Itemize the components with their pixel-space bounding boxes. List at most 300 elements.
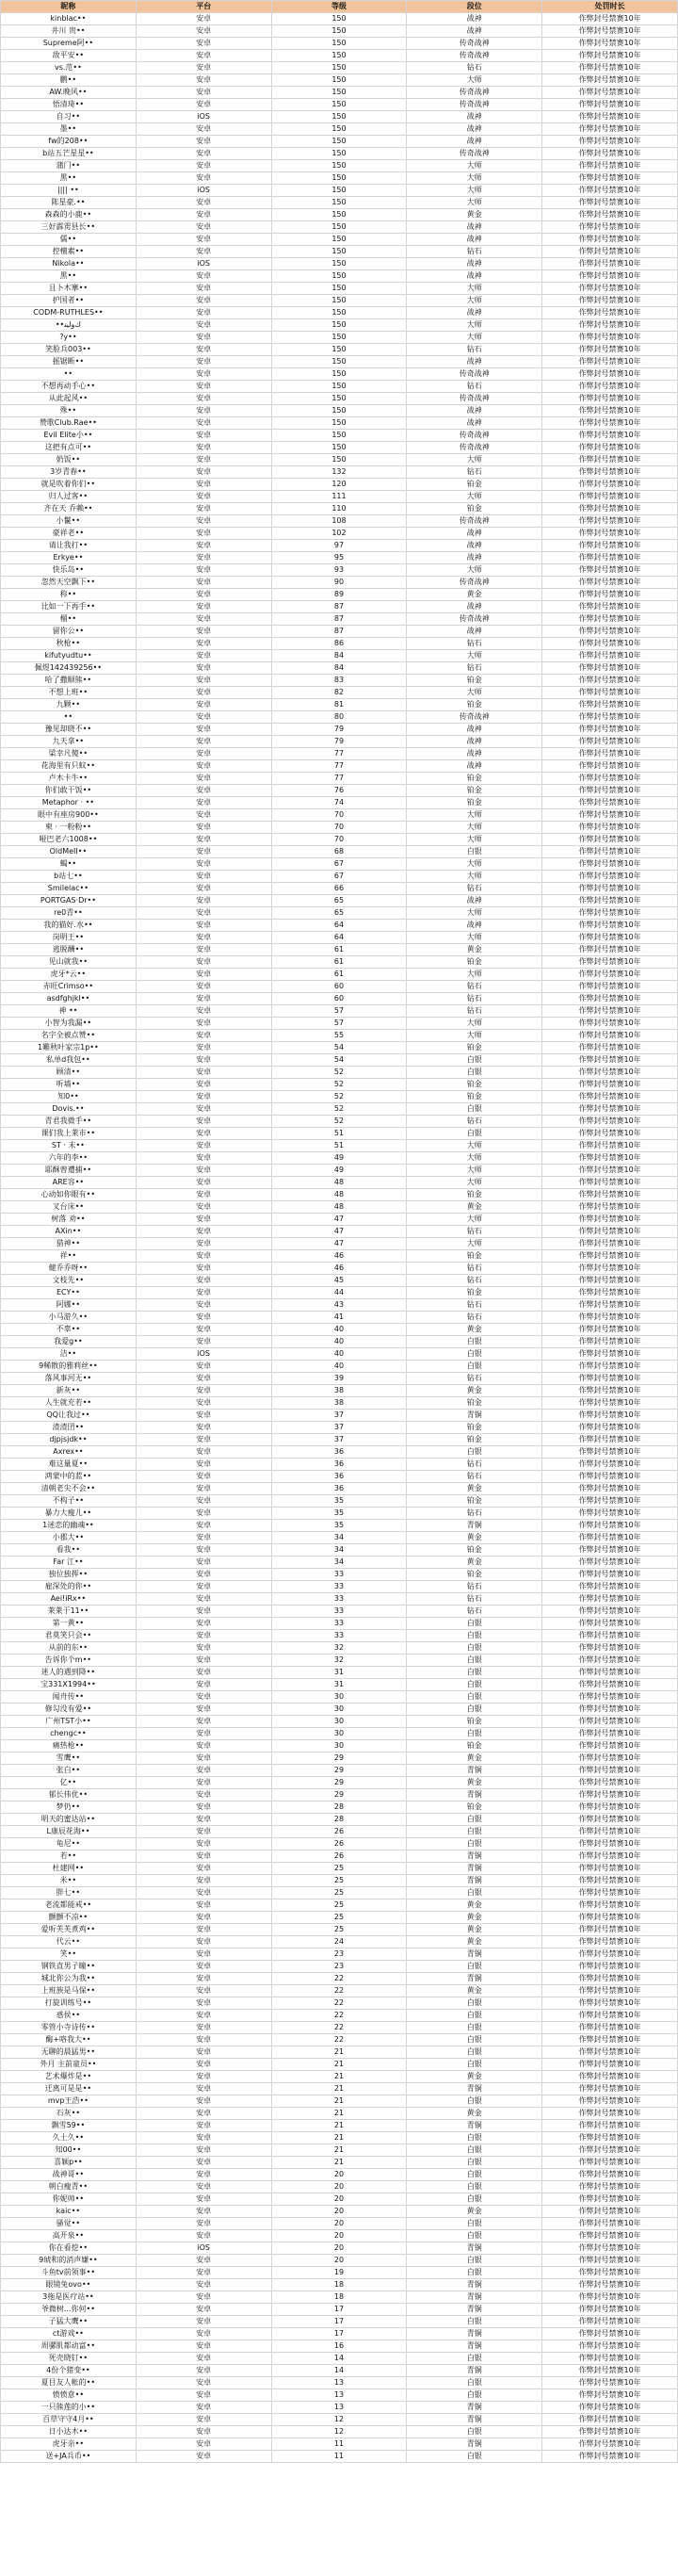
cell-penalty: 作弊封号禁赛10年 — [542, 1655, 678, 1667]
cell-nickname: 新灰•• — [1, 1385, 137, 1397]
cell-nickname: ct游戏•• — [1, 2328, 137, 2340]
cell-rank: 白银 — [407, 1814, 542, 1826]
cell-penalty: 作弊封号禁赛10年 — [542, 319, 678, 332]
cell-nickname: 痛热枪•• — [1, 1740, 137, 1753]
table-row — [1, 528, 678, 540]
table-row — [1, 442, 678, 454]
cell-nickname: 青君我微手•• — [1, 1116, 137, 1128]
cell-platform: 安卓 — [136, 393, 271, 405]
cell-penalty: 作弊封号禁赛10年 — [542, 136, 678, 148]
cell-platform: 安卓 — [136, 1875, 271, 1887]
cell-level: 20 — [271, 2255, 407, 2267]
cell-platform: 安卓 — [136, 1483, 271, 1495]
cell-penalty: 作弊封号禁赛10年 — [542, 1753, 678, 1765]
cell-penalty: 作弊封号禁赛10年 — [542, 99, 678, 111]
table-row — [1, 2071, 678, 2083]
cell-penalty: 作弊封号禁赛10年 — [542, 1263, 678, 1275]
cell-platform: 安卓 — [136, 1373, 271, 1385]
cell-nickname: 看我•• — [1, 1544, 137, 1557]
cell-nickname: chengc•• — [1, 1728, 137, 1740]
table-row — [1, 1446, 678, 1459]
cell-platform: 安卓 — [136, 62, 271, 74]
cell-level: 14 — [271, 2365, 407, 2377]
cell-penalty: 作弊封号禁赛10年 — [542, 307, 678, 319]
cell-rank: 大师 — [407, 1140, 542, 1152]
cell-platform: 安卓 — [136, 1618, 271, 1630]
table-row — [1, 760, 678, 773]
cell-level: 11 — [271, 2451, 407, 2463]
table-row — [1, 1936, 678, 1948]
header-platform: 平台 — [136, 1, 271, 13]
cell-level: 87 — [271, 626, 407, 638]
cell-level: 37 — [271, 1434, 407, 1446]
cell-penalty: 作弊封号禁赛10年 — [542, 1018, 678, 1030]
cell-rank: 青铜 — [407, 1973, 542, 1985]
cell-level: 47 — [271, 1226, 407, 1238]
cell-penalty: 作弊封号禁赛10年 — [542, 1985, 678, 1997]
cell-level: 13 — [271, 2402, 407, 2414]
cell-nickname: OldMeII•• — [1, 846, 137, 858]
cell-rank: 白银 — [407, 1679, 542, 1691]
cell-rank: 传奇战神 — [407, 430, 542, 442]
cell-nickname: 老流都能戒•• — [1, 1899, 137, 1912]
table-row — [1, 2144, 678, 2157]
cell-level: 21 — [271, 2046, 407, 2059]
cell-platform: 安卓 — [136, 2193, 271, 2206]
cell-level: 150 — [271, 74, 407, 87]
cell-penalty: 作弊封号禁赛10年 — [542, 1091, 678, 1103]
cell-level: 41 — [271, 1312, 407, 1324]
cell-nickname: 哈了撒顺熊•• — [1, 675, 137, 687]
cell-rank: 青铜 — [407, 2291, 542, 2304]
cell-nickname: 子猛大鹰•• — [1, 2316, 137, 2328]
cell-penalty: 作弊封号禁赛10年 — [542, 1642, 678, 1655]
table-row — [1, 1385, 678, 1397]
cell-platform: 安卓 — [136, 613, 271, 626]
cell-rank: 黄金 — [407, 1912, 542, 1924]
cell-nickname: 就是吹着你们•• — [1, 479, 137, 491]
cell-rank: 白银 — [407, 1103, 542, 1116]
cell-penalty: 作弊封号禁赛10年 — [542, 2279, 678, 2291]
table-row — [1, 1079, 678, 1091]
cell-penalty: 作弊封号禁赛10年 — [542, 1948, 678, 1961]
cell-nickname: Axrex•• — [1, 1446, 137, 1459]
table-row — [1, 50, 678, 62]
cell-rank: 大师 — [407, 1030, 542, 1042]
cell-level: 86 — [271, 638, 407, 650]
cell-nickname: 高开泉•• — [1, 2230, 137, 2242]
cell-platform: 安卓 — [136, 1728, 271, 1740]
cell-platform: 安卓 — [136, 1116, 271, 1128]
cell-penalty: 作弊封号禁赛10年 — [542, 2451, 678, 2463]
cell-nickname: 颤颤不凉•• — [1, 1912, 137, 1924]
cell-nickname: 夏目友人帐的•• — [1, 2377, 137, 2389]
cell-platform: 安卓 — [136, 197, 271, 209]
cell-rank: 钻石 — [407, 1263, 542, 1275]
cell-platform: 安卓 — [136, 123, 271, 136]
cell-penalty: 作弊封号禁赛10年 — [542, 503, 678, 515]
cell-nickname: 黑•• — [1, 270, 137, 283]
cell-nickname: Far 江•• — [1, 1557, 137, 1569]
cell-nickname: 课们我上莱市•• — [1, 1128, 137, 1140]
cell-level: 21 — [271, 2071, 407, 2083]
cell-level: 150 — [271, 50, 407, 62]
cell-penalty: 作弊封号禁赛10年 — [542, 332, 678, 344]
cell-level: 21 — [271, 2132, 407, 2144]
cell-level: 33 — [271, 1606, 407, 1618]
table-row — [1, 1691, 678, 1704]
cell-nickname: 殊•• — [1, 405, 137, 417]
table-row — [1, 2095, 678, 2108]
cell-platform: 安卓 — [136, 405, 271, 417]
cell-penalty: 作弊封号禁赛10年 — [542, 1410, 678, 1422]
table-row — [1, 687, 678, 699]
table-row — [1, 613, 678, 626]
cell-platform: 安卓 — [136, 1912, 271, 1924]
cell-level: 150 — [271, 148, 407, 160]
cell-nickname: 百草守守4月•• — [1, 2414, 137, 2426]
cell-penalty: 作弊封号禁赛10年 — [542, 1679, 678, 1691]
cell-nickname: 雇深处的你•• — [1, 1581, 137, 1593]
cell-rank: 大师 — [407, 454, 542, 466]
cell-rank: 战神 — [407, 123, 542, 136]
cell-level: 150 — [271, 111, 407, 123]
cell-rank: 黄金 — [407, 589, 542, 601]
cell-level: 20 — [271, 2193, 407, 2206]
cell-penalty: 作弊封号禁赛10年 — [542, 2255, 678, 2267]
cell-rank: 战神 — [407, 13, 542, 25]
cell-rank: 战神 — [407, 736, 542, 748]
cell-level: 64 — [271, 920, 407, 932]
table-row — [1, 2230, 678, 2242]
cell-penalty: 作弊封号禁赛10年 — [542, 1728, 678, 1740]
cell-nickname: 听墙•• — [1, 1079, 137, 1091]
cell-nickname: 你们敢干饭•• — [1, 785, 137, 797]
table-row — [1, 1875, 678, 1887]
cell-rank: 钻石 — [407, 1508, 542, 1520]
cell-nickname: 赞歌Club.Rae•• — [1, 417, 137, 430]
cell-penalty: 作弊封号禁赛10年 — [542, 74, 678, 87]
cell-level: 70 — [271, 809, 407, 822]
table-row — [1, 1887, 678, 1899]
cell-platform: 安卓 — [136, 993, 271, 1005]
cell-penalty: 作弊封号禁赛10年 — [542, 528, 678, 540]
cell-penalty: 作弊封号禁赛10年 — [542, 2169, 678, 2181]
cell-penalty: 作弊封号禁赛10年 — [542, 785, 678, 797]
cell-level: 21 — [271, 2108, 407, 2120]
cell-rank: 青铜 — [407, 2402, 542, 2414]
cell-rank: 铂金 — [407, 1802, 542, 1814]
cell-nickname: 爱听芙芙煮鸡•• — [1, 1924, 137, 1936]
cell-rank: 白银 — [407, 2046, 542, 2059]
cell-rank: 白银 — [407, 2218, 542, 2230]
cell-nickname: 难这量夏•• — [1, 1459, 137, 1471]
cell-nickname: 亿•• — [1, 1777, 137, 1789]
table-row — [1, 2304, 678, 2316]
cell-level: 36 — [271, 1446, 407, 1459]
table-row — [1, 2377, 678, 2389]
cell-penalty: 作弊封号禁赛10年 — [542, 1544, 678, 1557]
cell-level: 29 — [271, 1777, 407, 1789]
table-row — [1, 2059, 678, 2071]
cell-level: 150 — [271, 295, 407, 307]
table-row — [1, 846, 678, 858]
cell-platform: 安卓 — [136, 1189, 271, 1201]
cell-rank: 铂金 — [407, 1079, 542, 1091]
cell-platform: 安卓 — [136, 907, 271, 920]
table-row — [1, 920, 678, 932]
table-row — [1, 577, 678, 589]
cell-rank: 钻石 — [407, 1226, 542, 1238]
cell-nickname: 控檀素•• — [1, 246, 137, 258]
cell-nickname: 1難秋叶家宗1p•• — [1, 1042, 137, 1054]
table-row — [1, 785, 678, 797]
cell-nickname: 虎牙*云•• — [1, 969, 137, 981]
cell-platform: 安卓 — [136, 1985, 271, 1997]
cell-nickname: 赤旺Crimso•• — [1, 981, 137, 993]
cell-penalty: 作弊封号禁赛10年 — [542, 883, 678, 895]
table-row — [1, 344, 678, 356]
cell-penalty: 作弊封号禁赛10年 — [542, 1508, 678, 1520]
cell-nickname: 闻舟传•• — [1, 1691, 137, 1704]
cell-rank: 战神 — [407, 270, 542, 283]
cell-level: 65 — [271, 907, 407, 920]
cell-rank: 钻石 — [407, 1373, 542, 1385]
cell-level: 18 — [271, 2291, 407, 2304]
table-row — [1, 466, 678, 479]
cell-nickname: Metaphor · •• — [1, 797, 137, 809]
table-row — [1, 1948, 678, 1961]
table-row — [1, 1373, 678, 1385]
cell-level: 26 — [271, 1838, 407, 1850]
cell-rank: 大师 — [407, 283, 542, 295]
table-row — [1, 895, 678, 907]
cell-nickname: 惑侯•• — [1, 2010, 137, 2022]
cell-nickname: 文枝先•• — [1, 1275, 137, 1287]
cell-rank: 大师 — [407, 1152, 542, 1165]
cell-penalty: 作弊封号禁赛10年 — [542, 1471, 678, 1483]
cell-level: 84 — [271, 650, 407, 662]
cell-platform: 安卓 — [136, 1067, 271, 1079]
cell-level: 150 — [271, 332, 407, 344]
cell-platform: 安卓 — [136, 74, 271, 87]
cell-platform: 安卓 — [136, 479, 271, 491]
cell-nickname: 战神哥•• — [1, 2169, 137, 2181]
cell-rank: 大师 — [407, 650, 542, 662]
table-row — [1, 540, 678, 552]
cell-rank: 传奇战神 — [407, 613, 542, 626]
cell-level: 28 — [271, 1814, 407, 1826]
cell-rank: 黄金 — [407, 1899, 542, 1912]
cell-level: 44 — [271, 1287, 407, 1299]
table-row — [1, 1483, 678, 1495]
cell-nickname: 忽然天空飘下•• — [1, 577, 137, 589]
cell-level: 13 — [271, 2389, 407, 2402]
cell-platform: 安卓 — [136, 1324, 271, 1336]
cell-nickname: 一只熊莲的小•• — [1, 2402, 137, 2414]
cell-rank: 铂金 — [407, 956, 542, 969]
cell-level: 87 — [271, 601, 407, 613]
cell-penalty: 作弊封号禁赛10年 — [542, 1740, 678, 1753]
cell-platform: 安卓 — [136, 417, 271, 430]
cell-rank: 黄金 — [407, 2071, 542, 2083]
cell-penalty: 作弊封号禁赛10年 — [542, 1777, 678, 1789]
cell-rank: 黄金 — [407, 1385, 542, 1397]
cell-level: 70 — [271, 822, 407, 834]
table-row — [1, 956, 678, 969]
cell-nickname: 杜建网•• — [1, 1863, 137, 1875]
cell-rank: 黄金 — [407, 1985, 542, 1997]
cell-platform: 安卓 — [136, 1434, 271, 1446]
cell-penalty: 作弊封号禁赛10年 — [542, 773, 678, 785]
table-row — [1, 1789, 678, 1802]
cell-platform: 安卓 — [136, 356, 271, 368]
cell-platform: 安卓 — [136, 2377, 271, 2389]
table-row — [1, 1802, 678, 1814]
cell-penalty: 作弊封号禁赛10年 — [542, 1324, 678, 1336]
cell-level: 17 — [271, 2328, 407, 2340]
cell-nickname: 迁离可是是•• — [1, 2083, 137, 2095]
cell-level: 34 — [271, 1532, 407, 1544]
cell-level: 108 — [271, 515, 407, 528]
table-row — [1, 2402, 678, 2414]
cell-platform: 安卓 — [136, 319, 271, 332]
cell-nickname: 知0•• — [1, 1091, 137, 1103]
cell-nickname: 梁幸凡傻•• — [1, 748, 137, 760]
cell-platform: 安卓 — [136, 1128, 271, 1140]
cell-level: 97 — [271, 540, 407, 552]
cell-platform: 安卓 — [136, 148, 271, 160]
table-row — [1, 1128, 678, 1140]
cell-platform: 安卓 — [136, 1581, 271, 1593]
cell-penalty: 作弊封号禁赛10年 — [542, 1716, 678, 1728]
cell-rank: 大师 — [407, 197, 542, 209]
cell-level: 51 — [271, 1128, 407, 1140]
table-row — [1, 234, 678, 246]
cell-platform: 安卓 — [136, 601, 271, 613]
cell-penalty: 作弊封号禁赛10年 — [542, 2083, 678, 2095]
cell-penalty: 作弊封号禁赛10年 — [542, 209, 678, 221]
cell-rank: 钻石 — [407, 1581, 542, 1593]
cell-rank: 白银 — [407, 2169, 542, 2181]
cell-rank: 白银 — [407, 1067, 542, 1079]
cell-penalty: 作弊封号禁赛10年 — [542, 185, 678, 197]
cell-level: 35 — [271, 1520, 407, 1532]
cell-penalty: 作弊封号禁赛10年 — [542, 2402, 678, 2414]
cell-level: 150 — [271, 197, 407, 209]
cell-platform: 安卓 — [136, 1789, 271, 1802]
table-row — [1, 1728, 678, 1740]
cell-rank: 铂金 — [407, 479, 542, 491]
cell-level: 30 — [271, 1691, 407, 1704]
cell-rank: 大师 — [407, 332, 542, 344]
cell-level: 150 — [271, 442, 407, 454]
cell-rank: 黄金 — [407, 944, 542, 956]
cell-platform: 安卓 — [136, 2340, 271, 2353]
cell-nickname: 顾清•• — [1, 1067, 137, 1079]
cell-rank: 传奇战神 — [407, 50, 542, 62]
cell-platform: 安卓 — [136, 1716, 271, 1728]
cell-level: 22 — [271, 2010, 407, 2022]
cell-rank: 大师 — [407, 907, 542, 920]
cell-rank: 青铜 — [407, 2242, 542, 2255]
cell-penalty: 作弊封号禁赛10年 — [542, 675, 678, 687]
cell-penalty: 作弊封号禁赛10年 — [542, 430, 678, 442]
cell-rank: 战神 — [407, 540, 542, 552]
cell-level: 64 — [271, 932, 407, 944]
cell-level: 150 — [271, 38, 407, 50]
cell-nickname: 阿娜•• — [1, 1299, 137, 1312]
table-row — [1, 197, 678, 209]
cell-penalty: 作弊封号禁赛10年 — [542, 1214, 678, 1226]
cell-nickname: 九天拿•• — [1, 736, 137, 748]
cell-penalty: 作弊封号禁赛10年 — [542, 2046, 678, 2059]
cell-rank: 黄金 — [407, 209, 542, 221]
table-row — [1, 1152, 678, 1165]
cell-level: 150 — [271, 221, 407, 234]
cell-nickname: 心动如你眼有•• — [1, 1189, 137, 1201]
cell-rank: 白银 — [407, 2230, 542, 2242]
cell-penalty: 作弊封号禁赛10年 — [542, 25, 678, 38]
cell-penalty: 作弊封号禁赛10年 — [542, 2071, 678, 2083]
cell-platform: 安卓 — [136, 662, 271, 675]
cell-level: 32 — [271, 1642, 407, 1655]
cell-platform: 安卓 — [136, 1361, 271, 1373]
cell-level: 25 — [271, 1875, 407, 1887]
cell-platform: 安卓 — [136, 38, 271, 50]
cell-penalty: 作弊封号禁赛10年 — [542, 2022, 678, 2034]
cell-level: 23 — [271, 1948, 407, 1961]
cell-platform: 安卓 — [136, 2120, 271, 2132]
table-row — [1, 1740, 678, 1753]
table-row — [1, 1324, 678, 1336]
cell-platform: 安卓 — [136, 1275, 271, 1287]
cell-penalty: 作弊封号禁赛10年 — [542, 736, 678, 748]
header-row — [1, 1, 678, 13]
cell-penalty: 作弊封号禁赛10年 — [542, 197, 678, 209]
cell-nickname: 知00•• — [1, 2144, 137, 2157]
cell-platform: 安卓 — [136, 1091, 271, 1103]
cell-nickname: 不想上班•• — [1, 687, 137, 699]
table-row — [1, 969, 678, 981]
cell-penalty: 作弊封号禁赛10年 — [542, 283, 678, 295]
table-row — [1, 2108, 678, 2120]
cell-platform: 安卓 — [136, 1226, 271, 1238]
table-row — [1, 2181, 678, 2193]
cell-penalty: 作弊封号禁赛10年 — [542, 87, 678, 99]
cell-penalty: 作弊封号禁赛10年 — [542, 1593, 678, 1606]
table-row — [1, 1557, 678, 1569]
table-row — [1, 1238, 678, 1250]
cell-rank: 青铜 — [407, 2120, 542, 2132]
cell-penalty: 作弊封号禁赛10年 — [542, 442, 678, 454]
cell-rank: 战神 — [407, 307, 542, 319]
cell-nickname: ECY•• — [1, 1287, 137, 1299]
cell-platform: 安卓 — [136, 2414, 271, 2426]
cell-level: 150 — [271, 25, 407, 38]
cell-rank: 钻石 — [407, 1312, 542, 1324]
cell-level: 89 — [271, 589, 407, 601]
cell-level: 39 — [271, 1373, 407, 1385]
cell-penalty: 作弊封号禁赛10年 — [542, 822, 678, 834]
cell-rank: 传奇战神 — [407, 87, 542, 99]
cell-rank: 黄金 — [407, 2108, 542, 2120]
cell-platform: 安卓 — [136, 1544, 271, 1557]
table-row — [1, 858, 678, 871]
cell-platform: iOS — [136, 258, 271, 270]
cell-penalty: 作弊封号禁赛10年 — [542, 2365, 678, 2377]
cell-nickname: 9琥和的消声嫌•• — [1, 2255, 137, 2267]
